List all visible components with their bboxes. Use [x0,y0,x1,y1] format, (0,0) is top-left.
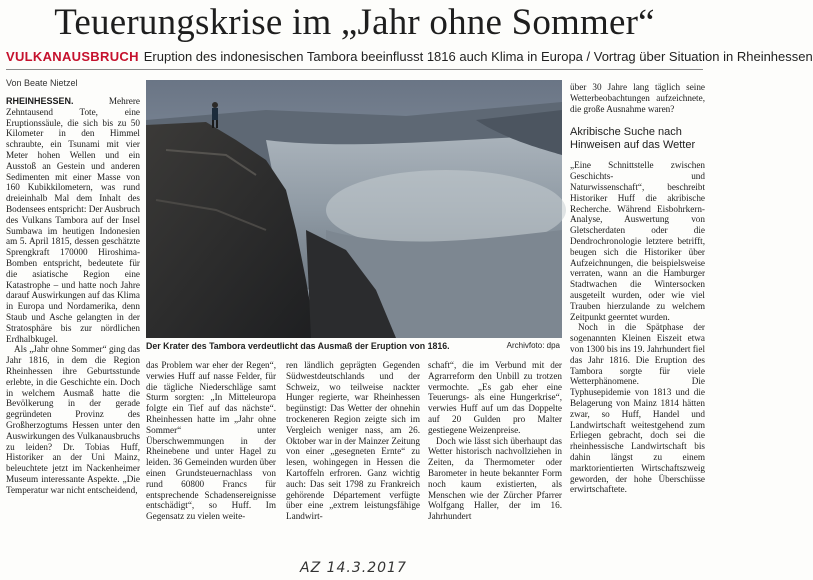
paragraph-text: Mehrere Zehntausend Tote, eine Eruptionssäule, die sich bis zu 50 Kilometer in den Himmel schraubte, ein Tsunami mit vier Meter hohen Wellen und ein Ausstoß an Gestein und anderen Sedimenten mit einer Masse von 160 Kubikkilometern, was rund dreieinhalb Mal dem Inhalt des Bodensees entspricht: Der Ausbruch des Vulkans Tambora auf der Insel Sumbawa im heutigen Indonesien am 5. April 1815, dessen geschätzte Sprengkraft 170000 Hiroshima-Bomben entspricht, bedeutete für die asiatische Region eine Katastrophe – und hatte noch Jahre darauf Auswirkungen auf das Klima in Europa und Nordamerika, denn Staub und Asche gelangten in der Stratosphäre bis zur nördlichen Erdhalbkugel. [6,96,140,344]
column-4 [428,360,562,522]
divider [6,69,703,70]
paragraph: Doch wie lässt sich überhaupt das Wetter historisch nachvollziehen in Zeiten, da Thermometer oder Barometer in heute bekannter Form noch kaum existierten, als Menschen wie der Zürcher Pfarrer Wolfgang Haller, der im 16. Jahrhundert [428,435,562,522]
dateline: RHEINHESSEN. [6,96,74,106]
paragraph: das Problem war eher der Regen“, verwies Huff auf nasse Felder, für die tägliche Niederschläge samt Sturm sorgten: „In Mitteleuropa folgte ein Tief auf das nächste“. Rheinhessen hatte im „Jahr ohne Sommer“ unter Überschwemmungen in der Rheinebene und unter Hagel zu leiden. 36 Gemeinden wurden über einen Grundsteuernachlass von rund 60800 Francs für entsprechende Schadensereignisse entschädigt“, so Huff. Im Gegensatz zu vielen weite- [146,360,276,522]
paragraph: Als „Jahr ohne Sommer“ ging das Jahr 1816, in dem die Region Rheinhessen ihre Geburtsstunde erlebte, in die Geschichte ein. Doch in welchem Ausmaß hatte die Bevölkerung in der gerade gegründeten Provinz des Großherzogtums Hessen unter den Auswirkungen des Vulkanausbruchs zu leiden? Dr. Tobias Huff, Historiker an der Uni Mainz, beleuchtete jetzt im Nackenheimer Museum interessante Aspekte. „Die Temperatur war nicht entscheidend, [6,344,141,495]
paragraph: „Eine Schnittstelle zwischen Geschichts- und Naturwissenschaft“, beschreibt Historiker Huff die akribische Recherche. Während Eisbohrkern-Analyse, Auswertung von Gletscherdaten oder die Dendrochronologie letztere betrifft, beugen sich die Historiker über Aufzeichnungen, die beispielsweise verraten, wann an die Hamburger Stadtwachen die Wintersocken ausgeteilt wurden, oder wie viel Trauben hierzulande zu welchem Zeitpunkt geerntet wurden. [570,160,705,322]
paragraph [6,96,140,344]
paragraph: über 30 Jahre lang täglich seine Wetterbeobachtungen aufzeichnete, die große Ausnahme waren? [570,82,705,114]
paragraph: ren ländlich geprägten Gegenden Südwestdeutschlands und der Schweiz, wo teilweise nackter Hunger regierte, war Rheinhessen begünstigt: Das Wetter der ohnehin trockeneren Region zeigte sich im Vergleich weniger nass, am 26. Oktober war in der Mainzer Zeitung von einer „gesegneten Ernte“ zu lesen, wohingegen in Hessen die Kartoffeln erfroren. Ganz wichtig auch: Das seit 1798 zu Frankreich gehörende Département verfügte über eine „extrem leistungsfähige Landwirt- [286,360,420,522]
column-5 [570,82,705,495]
photo-credit: Archivfoto: dpa [506,341,560,350]
photo-caption [146,341,562,351]
handwritten-date-stamp: AZ 14.3.2017 [300,560,407,576]
column-3 [286,360,420,522]
kicker-row [6,48,813,66]
subheadline: Eruption des indonesischen Tambora beeinflusst 1816 auch Klima in Europa / Vortrag über Situation in Rheinhessen [143,49,813,64]
caption-text: Der Krater des Tambora verdeutlicht das Ausmaß der Eruption von 1816. [146,341,450,351]
paragraph: schaft“, die im Verbund mit der Agrarreform den Unbill zu trotzen vermochte. „Es gab eher eine Teuerungs- als eine Hungerkrise“, verwies Huff auf um das Doppelte auf 20 Gulden pro Malter gestiegene Weizenpreise. [428,360,562,435]
intertitle: Akribische Suche nach Hinweisen auf das Wetter [570,126,696,152]
kicker: VULKANAUSBRUCH [6,49,139,64]
headline: Teuerungskrise im „Jahr ohne Sommer“ [54,2,655,43]
column-2 [146,360,276,522]
paragraph: Noch in die Spätphase der sogenannten Kleinen Eiszeit etwa von 1300 bis ins 19. Jahrhundert fiel das Jahr 1816. Die Eruption des Tambora sorgte für viele Wetterphänomene. Die Typhusepidemie von 1813 und die Belagerung von Mainz 1814 hätten zwar, so Huff, Handel und Landwirtschaft weitestgehend zum Erliegen gebracht, doch sei die rheinhessische Landwirtschaft bis dahin längst zu einem marktorientierten Wirtschaftszweig geworden, der hohe Überschüsse erwirtschaftete. [570,322,705,495]
byline: Von Beate Nietzel [6,78,78,88]
column-1 [6,96,140,495]
volcano-crater-photo [146,80,562,338]
